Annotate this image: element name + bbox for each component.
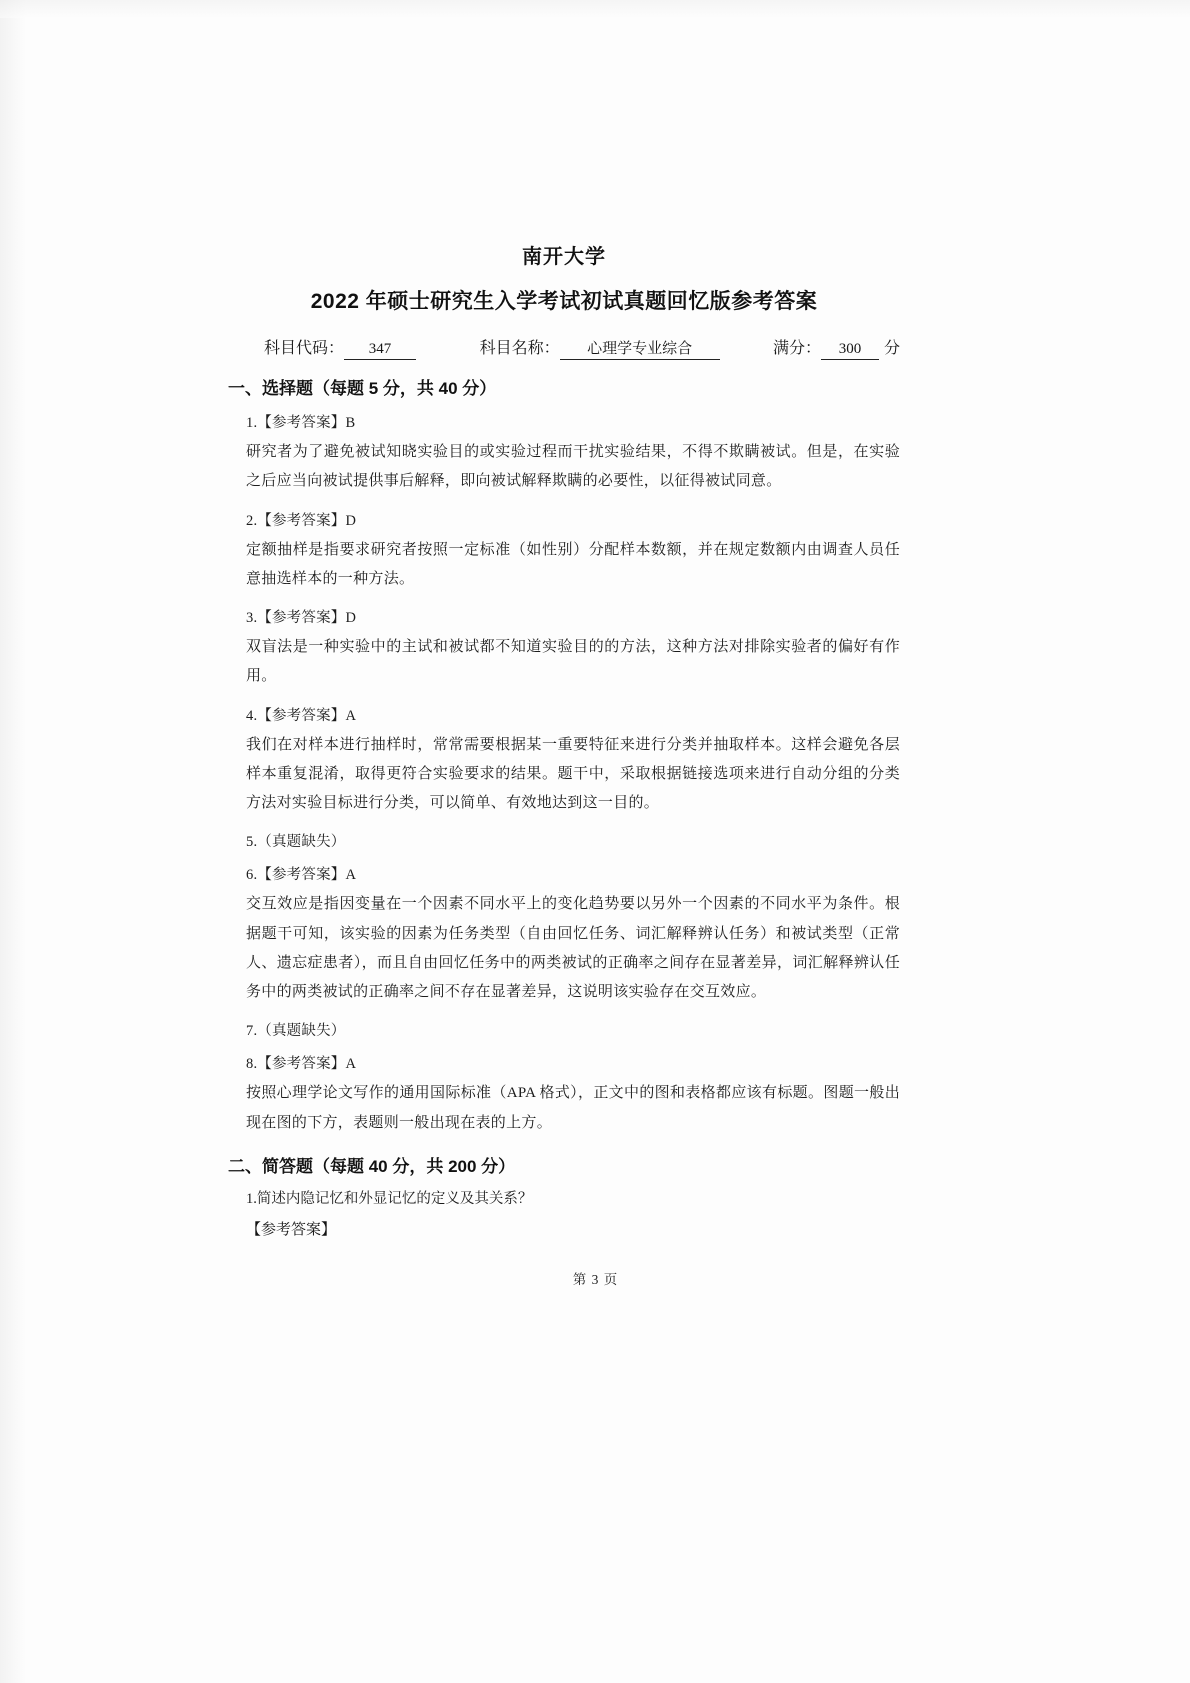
footer-page-number: 3 [591,1272,599,1287]
answer-item [228,830,900,851]
page-title: 2022 年硕士研究生入学考试初试真题回忆版参考答案 [310,290,818,313]
subject-code-value: 347 [344,341,416,360]
answer-item [228,1052,900,1138]
answer-text-8: 按照心理学论文写作的通用国际标准（APA 格式），正文中的图和表格都应该有标题。图题一般出现在图的下方，表题则一般出现在表的上方。 [246,1085,900,1131]
answer-text-4: 我们在对样本进行抽样时，常常需要根据某一重要特征来进行分类并抽取样本。这样会避免各层样本重复混淆，取得更符合实验要求的结果。题干中，采取根据链接选项来进行自动分组的分类方法对实验目标进行分类，可以简单、有效地达到这一目的。 [246,736,900,811]
answer-text-1: 研究者为了避免被试知晓实验目的或实验过程而干扰实验结果，不得不欺瞒被试。但是，在实验之后应当向被试提供事后解释，即向被试解释欺瞒的必要性，以征得被试同意。 [246,444,900,490]
page-footer [0,1268,1190,1288]
answer-label-7: 7.（真题缺失） [246,1023,346,1040]
answer-label-6: 6.【参考答案】A [246,867,357,884]
short-answer-question-1: 1.简述内隐记忆和外显记忆的定义及其关系？ [246,1190,533,1207]
answer-label-2: 2.【参考答案】D [246,512,357,529]
answer-item [228,509,900,595]
section-heading-choice: 一、选择题（每题 5 分，共 40 分） [228,379,497,398]
answer-item [228,863,900,1007]
subject-name-label: 科目名称： [479,340,560,357]
full-score-label: 满分： [772,340,821,357]
subject-name-field [480,335,720,360]
answer-text-3: 双盲法是一种实验中的主试和被试都不知道实验目的的方法，这种方法对排除实验者的偏好有作用。 [246,639,900,685]
scan-edge-left [0,0,26,1683]
answer-item [228,1019,900,1040]
full-score-value: 300 [821,341,879,360]
answer-text-6: 交互效应是指因变量在一个因素不同水平上的变化趋势要以另外一个因素的不同水平为条件。根据题干可知，该实验的因素为任务类型（自由回忆任务、词汇解释辨认任务）和被试类型（正常人、遗忘症患者），而且自由回忆任务中的两类被试的正确率之间存在显著差异，词汇解释辨认任务中的两类被试的正确率之间不存在显著差异，这说明该实验存在交互效应。 [246,896,900,1000]
answer-item [228,606,900,692]
document-body [228,240,900,1239]
answer-label-5: 5.（真题缺失） [246,834,346,851]
footer-suffix: 页 [603,1272,618,1287]
subject-name-value: 心理学专业综合 [560,337,720,360]
section-heading-short-answer: 二、简答题（每题 40 分，共 200 分） [228,1156,516,1176]
full-score-field [773,335,900,360]
full-score-unit: 分 [883,340,900,357]
answer-label-1: 1.【参考答案】B [246,415,356,431]
answer-text-2: 定额抽样是指要求研究者按照一定标准（如性别）分配样本数额，并在规定数额内由调查人员任意抽选样本的一种方法。 [246,541,900,587]
answer-label-4: 4.【参考答案】A [246,707,357,724]
answer-label-8: 8.【参考答案】A [246,1056,357,1073]
short-answer-reference-label: 【参考答案】 [246,1221,337,1238]
scan-edge-top [0,0,1190,18]
answer-label-3: 3.【参考答案】D [246,610,357,626]
footer-prefix: 第 [572,1272,587,1287]
exam-meta-row [264,335,900,360]
answer-item [228,411,900,497]
subject-code-field [264,335,416,360]
answer-item [228,704,900,819]
university-title: 南开大学 [522,246,606,268]
subject-code-label: 科目代码： [264,340,345,357]
